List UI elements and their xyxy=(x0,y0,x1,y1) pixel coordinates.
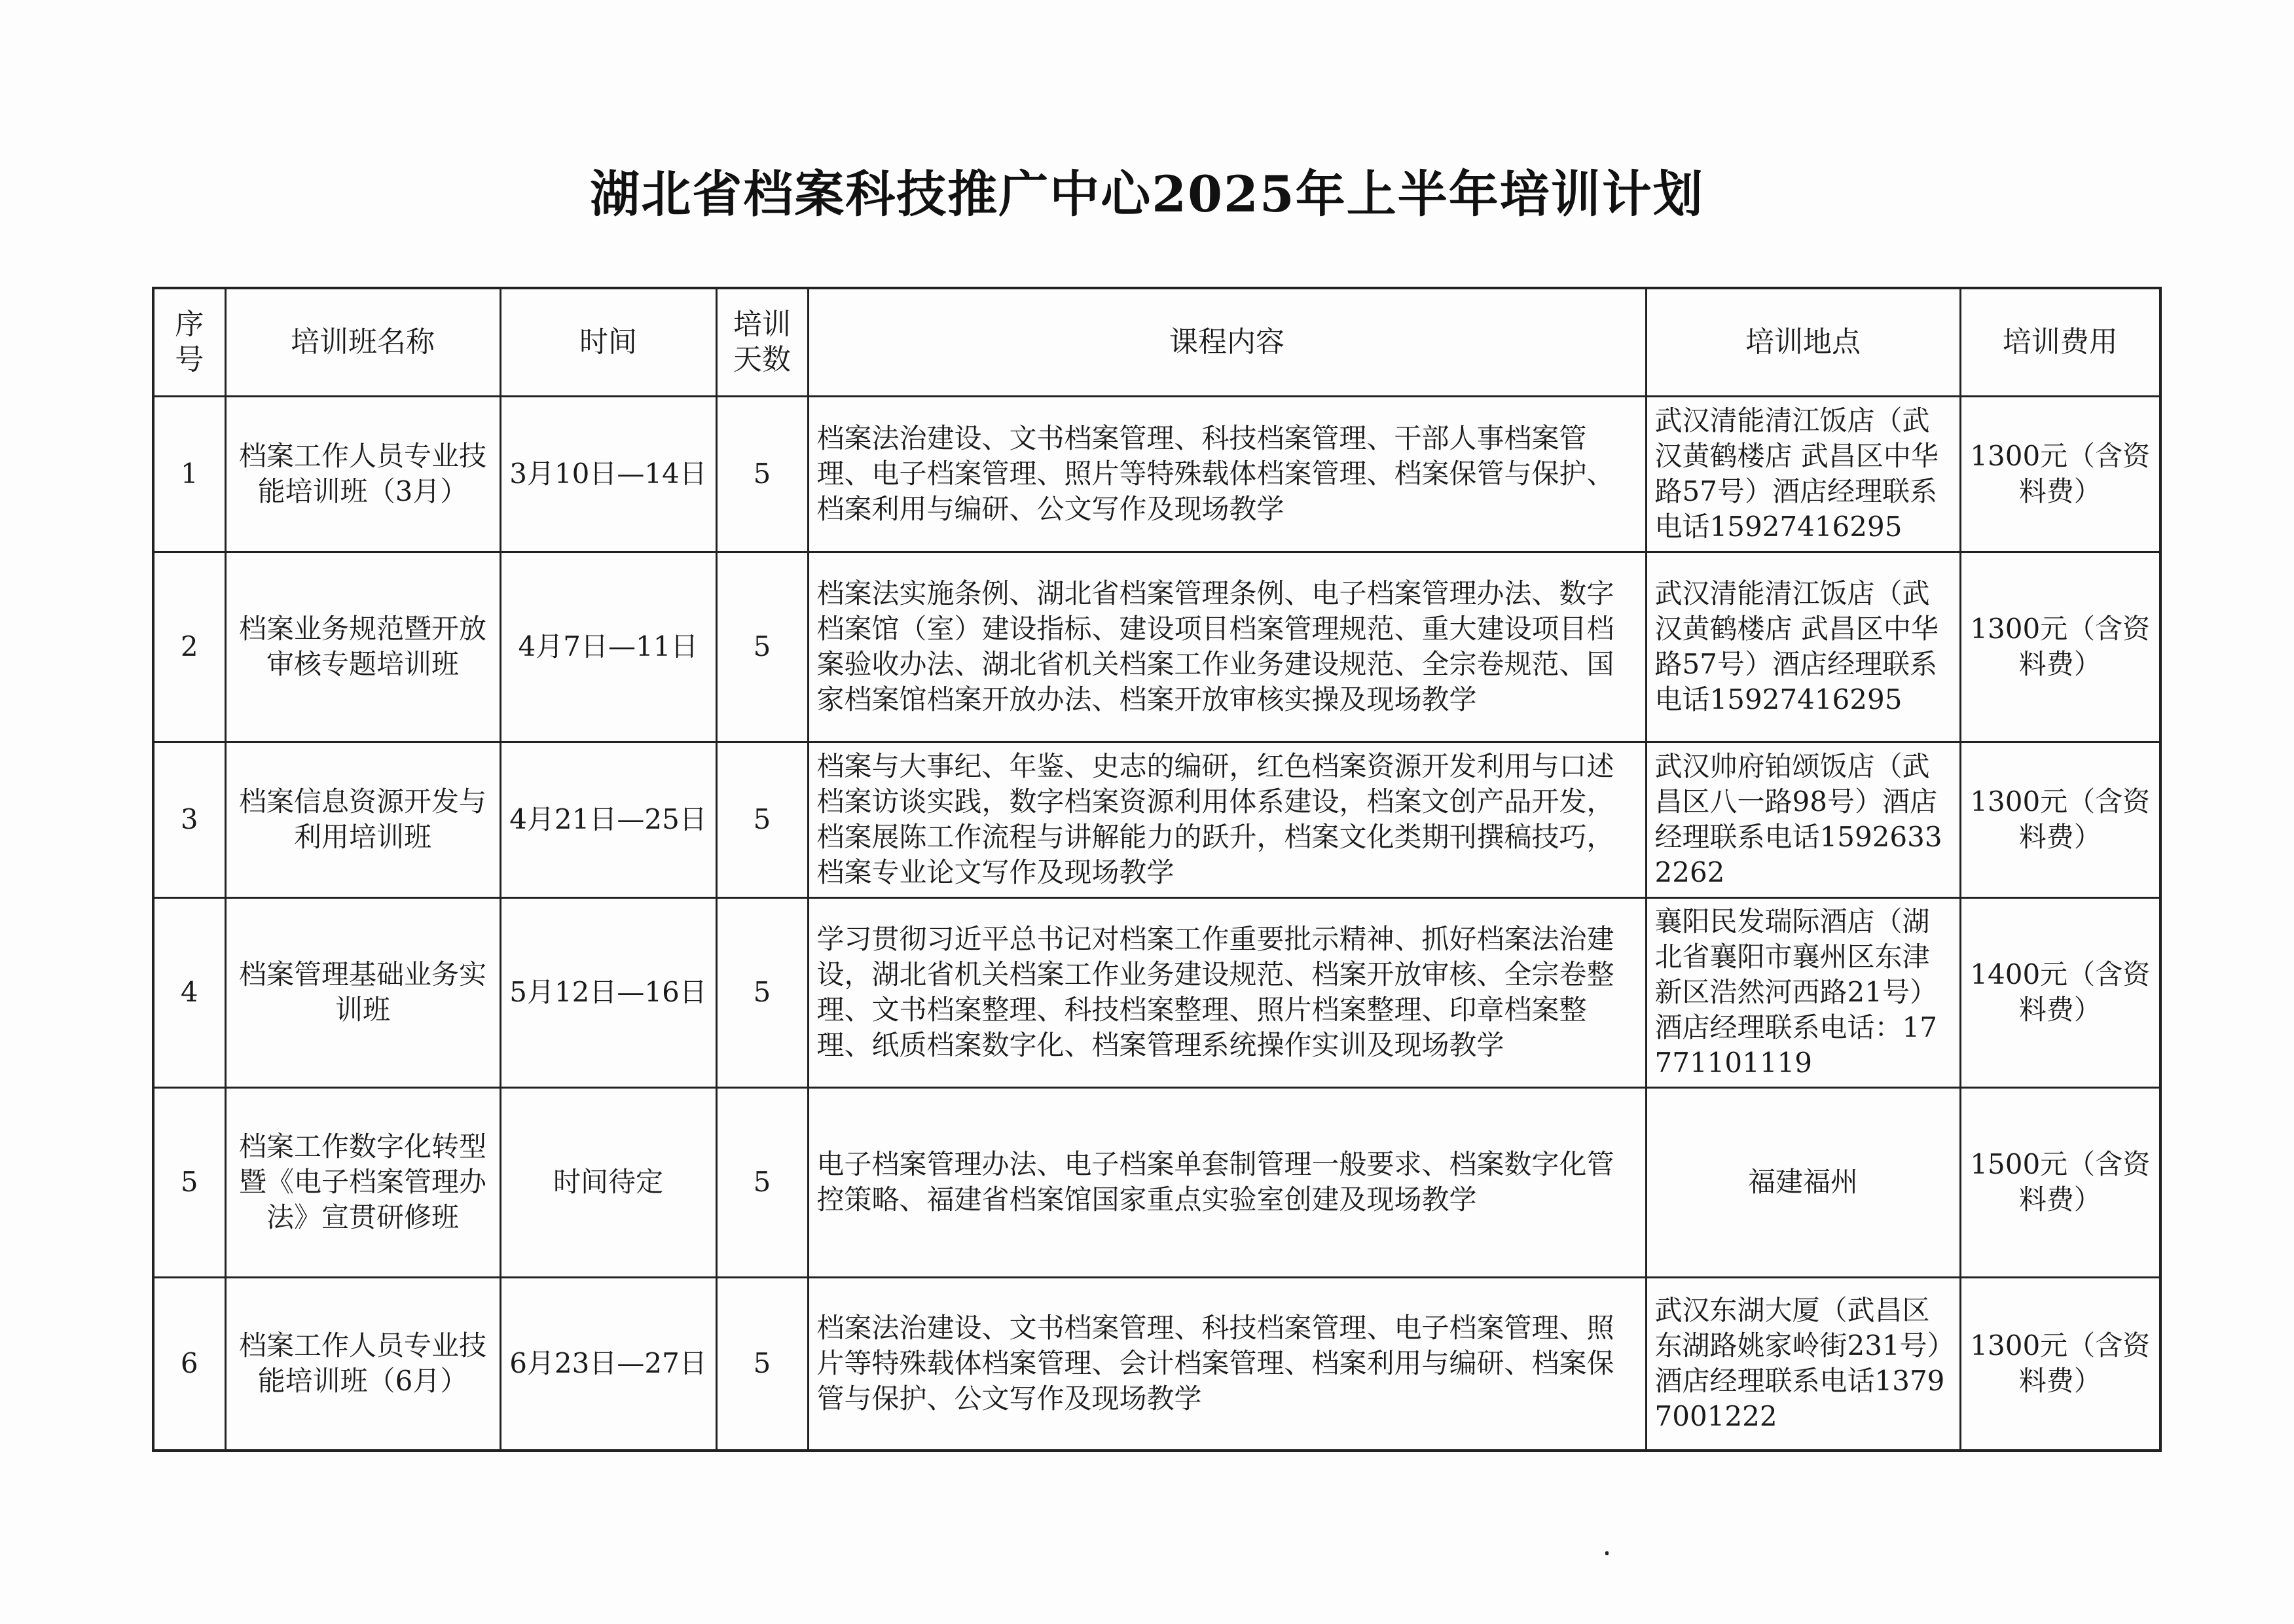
row-days: 5 xyxy=(716,897,808,1087)
row-index: 5 xyxy=(153,1087,225,1277)
row-location: 武汉清能清江饭店（武汉黄鹤楼店 武昌区中华路57号）酒店经理联系电话15927416295 xyxy=(1646,552,1960,742)
row-index: 6 xyxy=(153,1277,225,1451)
row-index: 3 xyxy=(153,742,225,897)
row-course-name: 档案工作人员专业技能培训班（6月） xyxy=(225,1277,500,1451)
scan-speck xyxy=(1605,1551,1609,1555)
row-index: 2 xyxy=(153,552,225,742)
header-index: 序号 xyxy=(153,288,225,396)
table-row xyxy=(153,1087,2160,1277)
table-row xyxy=(153,1277,2160,1451)
row-course-name: 档案工作数字化转型暨《电子档案管理办法》宣贯研修班 xyxy=(225,1087,500,1277)
row-fee: 1400元（含资料费） xyxy=(1960,897,2160,1087)
row-content: 档案法治建设、文书档案管理、科技档案管理、电子档案管理、照片等特殊载体档案管理、会计档案管理、档案利用与编研、档案保管与保护、公文写作及现场教学 xyxy=(808,1277,1646,1451)
row-course-name: 档案管理基础业务实训班 xyxy=(225,897,500,1087)
row-days: 5 xyxy=(716,396,808,552)
row-content: 电子档案管理办法、电子档案单套制管理一般要求、档案数字化管控策略、福建省档案馆国家重点实验室创建及现场教学 xyxy=(808,1087,1646,1277)
row-location: 武汉帅府铂颂饭店（武昌区八一路98号）酒店经理联系电话15926332262 xyxy=(1646,742,1960,897)
row-time: 4月7日—11日 xyxy=(500,552,716,742)
row-fee: 1500元（含资料费） xyxy=(1960,1087,2160,1277)
row-time: 4月21日—25日 xyxy=(500,742,716,897)
row-index: 4 xyxy=(153,897,225,1087)
row-time: 时间待定 xyxy=(500,1087,716,1277)
header-time: 时间 xyxy=(500,288,716,396)
row-time: 3月10日—14日 xyxy=(500,396,716,552)
row-content: 档案法实施条例、湖北省档案管理条例、电子档案管理办法、数字档案馆（室）建设指标、建设项目档案管理规范、重大建设项目档案验收办法、湖北省机关档案工作业务建设规范、全宗卷规范、国家档案馆档案开放办法、档案开放审核实操及现场教学 xyxy=(808,552,1646,742)
row-course-name: 档案业务规范暨开放审核专题培训班 xyxy=(225,552,500,742)
row-location: 武汉东湖大厦（武昌区东湖路姚家岭街231号）酒店经理联系电话13797001222 xyxy=(1646,1277,1960,1451)
row-course-name: 档案工作人员专业技能培训班（3月） xyxy=(225,396,500,552)
page-title: 湖北省档案科技推广中心2025年上半年培训计划 xyxy=(590,165,1704,223)
row-fee: 1300元（含资料费） xyxy=(1960,1277,2160,1451)
row-location: 武汉清能清江饭店（武汉黄鹤楼店 武昌区中华路57号）酒店经理联系电话15927416295 xyxy=(1646,396,1960,552)
row-content: 档案法治建设、文书档案管理、科技档案管理、干部人事档案管理、电子档案管理、照片等特殊载体档案管理、档案保管与保护、档案利用与编研、公文写作及现场教学 xyxy=(808,396,1646,552)
row-days: 5 xyxy=(716,1277,808,1451)
header-days-line1: 培训 xyxy=(733,307,791,341)
row-time: 6月23日—27日 xyxy=(500,1277,716,1451)
row-days: 5 xyxy=(716,1087,808,1277)
header-location: 培训地点 xyxy=(1646,288,1960,396)
table-row xyxy=(153,396,2160,552)
header-content: 课程内容 xyxy=(808,288,1646,396)
row-course-name: 档案信息资源开发与利用培训班 xyxy=(225,742,500,897)
header-row xyxy=(153,288,2160,396)
header-fee: 培训费用 xyxy=(1960,288,2160,396)
row-content: 学习贯彻习近平总书记对档案工作重要批示精神、抓好档案法治建设，湖北省机关档案工作业务建设规范、档案开放审核、全宗卷整理、文书档案整理、科技档案整理、照片档案整理、印章档案整理、纸质档案数字化、档案管理系统操作实训及现场教学 xyxy=(808,897,1646,1087)
table-row xyxy=(153,742,2160,897)
table-row xyxy=(153,552,2160,742)
row-fee: 1300元（含资料费） xyxy=(1960,396,2160,552)
training-plan-table xyxy=(152,287,2162,1452)
row-time: 5月12日—16日 xyxy=(500,897,716,1087)
row-content: 档案与大事纪、年鉴、史志的编研，红色档案资源开发利用与口述档案访谈实践，数字档案资源利用体系建设，档案文创产品开发，档案展陈工作流程与讲解能力的跃升，档案文化类期刊撰稿技巧，档案专业论文写作及现场教学 xyxy=(808,742,1646,897)
row-days: 5 xyxy=(716,742,808,897)
header-days-line2: 天数 xyxy=(733,342,791,376)
table-row xyxy=(153,897,2160,1087)
row-location: 福建福州 xyxy=(1646,1087,1960,1277)
header-days xyxy=(716,288,808,396)
row-days: 5 xyxy=(716,552,808,742)
header-name: 培训班名称 xyxy=(225,288,500,396)
row-index: 1 xyxy=(153,396,225,552)
row-fee: 1300元（含资料费） xyxy=(1960,552,2160,742)
row-fee: 1300元（含资料费） xyxy=(1960,742,2160,897)
row-location: 襄阳民发瑞际酒店（湖北省襄阳市襄州区东津新区浩然河西路21号）酒店经理联系电话：17771101119 xyxy=(1646,897,1960,1087)
